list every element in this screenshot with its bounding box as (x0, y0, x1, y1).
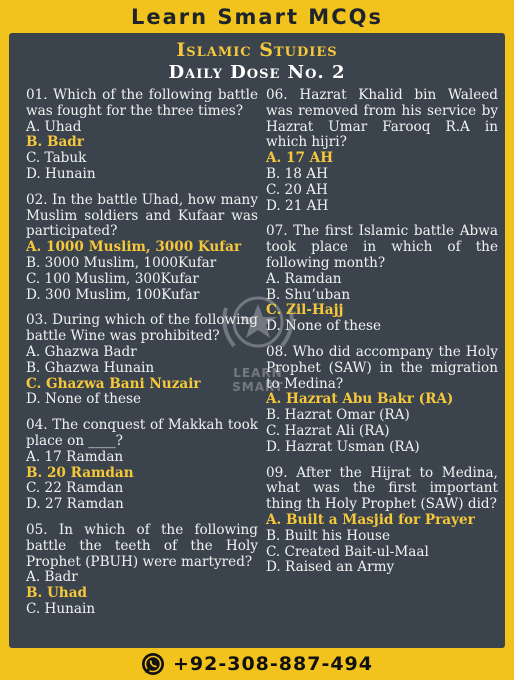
question-text: 07. The first Islamic battle Abwa took place in which of the following month? (266, 223, 498, 271)
answer-option: A. Ghazwa Badr (26, 343, 137, 360)
question-text: 02. In the battle Uhad, how many Muslim soldiers and Kufaar was participated? (26, 191, 258, 240)
question-block (26, 193, 258, 304)
answer-option: A. 17 Ramdan (26, 448, 124, 465)
question-block (266, 88, 498, 214)
question-block (266, 466, 498, 577)
answer-option: D. 27 Ramdan (26, 496, 124, 513)
answer-option: B. Ghazwa Hunain (26, 359, 155, 376)
right-question-column (266, 88, 498, 586)
footer (0, 648, 514, 680)
answer-option: C. Hazrat Ali (RA) (266, 422, 390, 439)
question-block (26, 313, 258, 408)
answer-option: C. 22 Ramdan (26, 480, 124, 497)
page-subtitle: Daily Dose No. 2 (168, 62, 346, 83)
question-text: 03. During which of the following battle Wine was prohibited? (26, 312, 258, 345)
answer-option: B. 3000 Muslim, 1000Kufar (26, 254, 217, 271)
answer-option: D. 300 Muslim, 100Kufar (26, 286, 200, 303)
correct-answer-option: B. Uhad (26, 585, 88, 602)
left-question-column (26, 88, 258, 628)
question-block (26, 523, 258, 618)
question-text: 06. Hazrat Khalid bin Waleed was removed from his service by Hazrat Umar Farooq R.A in which hijri? (266, 87, 498, 151)
answer-option: A. Ramdan (266, 270, 342, 287)
answer-option: D. Hunain (26, 165, 96, 182)
answer-option: B. Shu’uban (266, 286, 351, 303)
question-text: 01. Which of the following battle was fought for the three times? (26, 87, 258, 119)
correct-answer-option: A. 17 AH (266, 150, 334, 167)
correct-answer-option: B. Badr (26, 134, 84, 151)
correct-answer-option: A. Hazrat Abu Bakr (RA) (266, 391, 454, 408)
correct-answer-option: B. 20 Ramdan (26, 464, 134, 481)
answer-option: D. None of these (26, 391, 142, 408)
answer-option: A. Badr (26, 569, 78, 586)
brand-bar (0, 0, 514, 34)
answer-option: B. 18 AH (266, 165, 328, 182)
whatsapp-icon[interactable] (141, 652, 165, 676)
answer-option: C. 20 AH (266, 181, 328, 198)
correct-answer-option: C. Zil-Hajj (266, 302, 344, 319)
answer-option: C. 100 Muslim, 300Kufar (26, 270, 199, 287)
question-block (26, 88, 258, 183)
answer-option: B. Hazrat Omar (RA) (266, 407, 410, 424)
question-text: 08. Who did accompany the Holy Prophet (SAW) in the migration to Medina? (266, 343, 498, 392)
phone-number[interactable]: +92-308-887-494 (173, 653, 373, 675)
answer-option: D. Raised an Army (266, 559, 395, 576)
brand-title: Learn Smart MCQs (131, 5, 383, 29)
answer-option: C. Hunain (26, 600, 96, 617)
correct-answer-option: C. Ghazwa Bani Nuzair (26, 375, 201, 392)
correct-answer-option: A. Built a Masjid for Prayer (266, 511, 475, 528)
question-text: 04. The conquest of Makkah took place on ____? (26, 417, 258, 449)
answer-option: D. None of these (266, 318, 382, 335)
answer-option: B. Built his House (266, 527, 391, 544)
watermark-text: LEARN SMART (232, 366, 284, 394)
question-block (26, 418, 258, 513)
question-text: 09. After the Hijrat to Medina, what was the first important thing th Holy Prophet (SAW) did? (266, 464, 498, 513)
question-block (266, 224, 498, 335)
answer-option: D. 21 AH (266, 197, 329, 214)
answer-option: C. Created Bait-ul-Maal (266, 543, 429, 560)
answer-option: A. Uhad (26, 118, 82, 135)
correct-answer-option: A. 1000 Muslim, 3000 Kufar (26, 239, 242, 256)
answer-option: C. Tabuk (26, 150, 87, 167)
question-text: 05. In which of the following battle the teeth of the Holy Prophet (PBUH) were martyred? (26, 521, 258, 570)
page-title: Islamic Studies (176, 39, 338, 61)
question-block (266, 345, 498, 456)
answer-option: D. Hazrat Usman (RA) (266, 438, 420, 455)
